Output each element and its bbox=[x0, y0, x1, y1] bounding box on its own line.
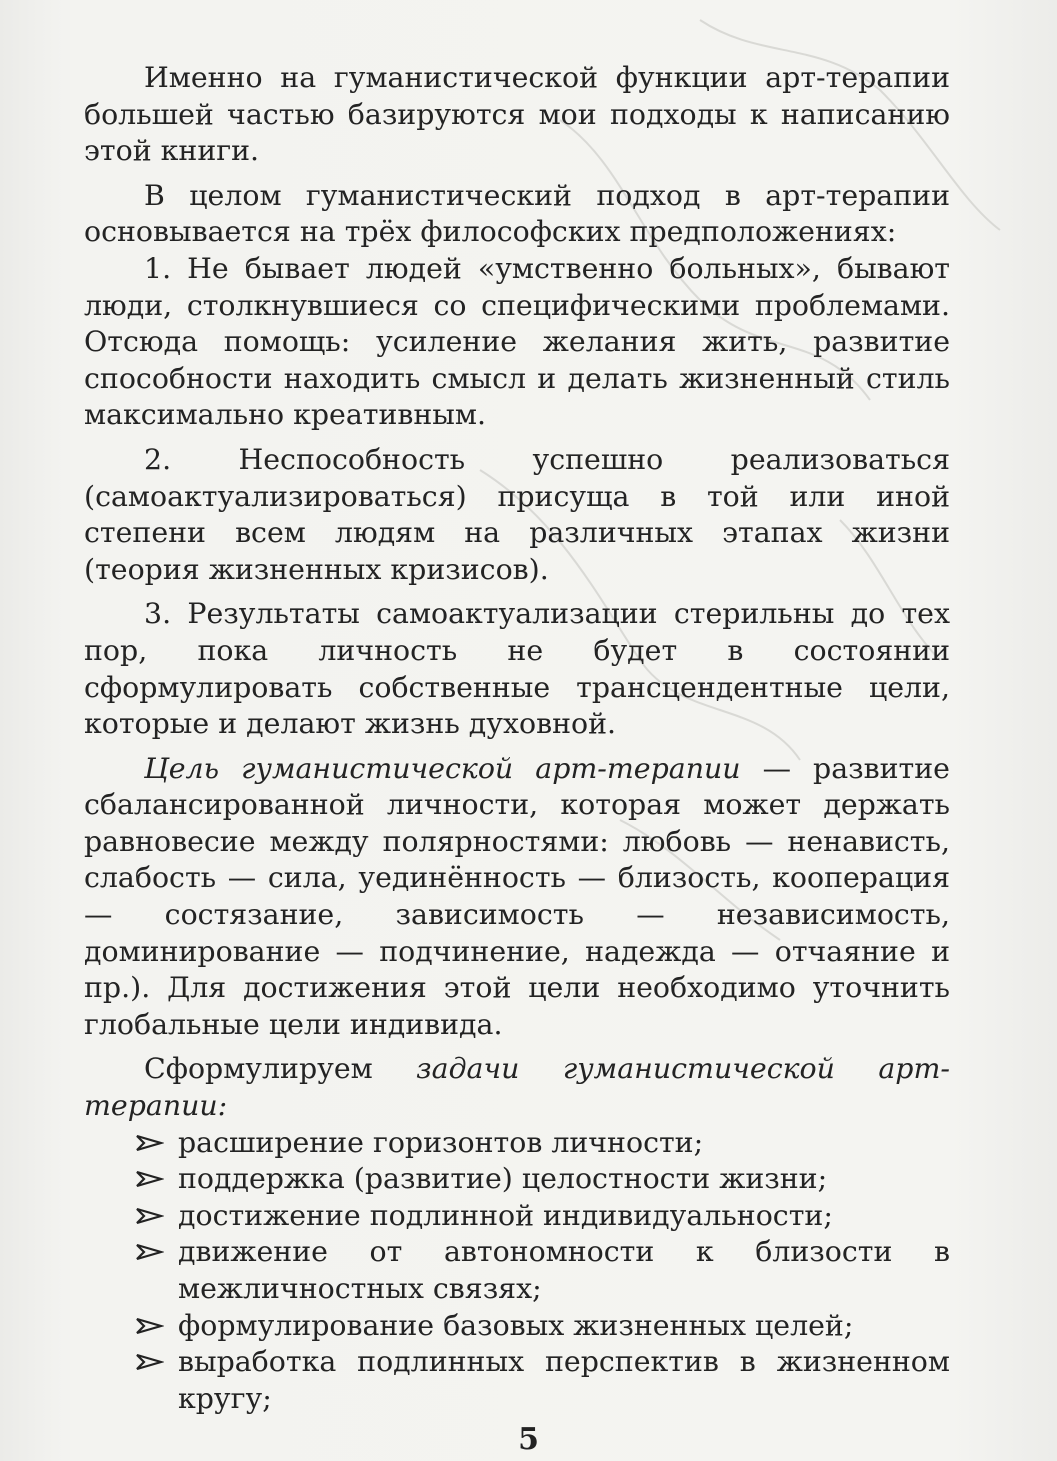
list-item bbox=[84, 1161, 950, 1198]
list-item bbox=[84, 1234, 950, 1307]
task-text: выработка подлинных перспектив в жизненном кругу; bbox=[178, 1345, 950, 1415]
goal-description: — развитие сбалансированной личности, которая может держать равновесие между полярностями: любовь — ненависть, слабость — сила, уединённость — близость, кооперация — состязание, зависимость — независимость, доминирование — подчинение, надежда — отчаяние и пр.). Для достижения этой цели необходимо уточнить глобальные цели индивида. bbox=[84, 751, 950, 1041]
numbered-item-3: 3. Результаты самоактуализации стерильны до тех пор, пока личность не будет в состоянии сформулировать собственные трансцендентные цели, которые и делают жизнь духовной. bbox=[84, 597, 950, 741]
paragraph-tasks-intro bbox=[84, 1051, 950, 1124]
paragraph-intro: Именно на гуманистической функции арт-терапии большей частью базируются мои подходы к написанию этой книги. bbox=[84, 61, 950, 168]
tasks-term: задачи гуманистической арт-терапии: bbox=[84, 1052, 950, 1123]
page-number: 5 bbox=[518, 1422, 539, 1457]
list-item bbox=[84, 1198, 950, 1235]
body-text bbox=[84, 60, 950, 1417]
tasks-intro-text: Сформулируем bbox=[144, 1052, 417, 1086]
arrow-bullet-icon bbox=[136, 1207, 164, 1225]
arrow-bullet-icon bbox=[136, 1134, 164, 1152]
list-item bbox=[84, 1125, 950, 1162]
arrow-bullet-icon bbox=[136, 1243, 164, 1261]
goal-term: Цель гуманистической арт-терапии bbox=[144, 751, 741, 785]
task-text: формулирование базовых жизненных целей; bbox=[178, 1308, 854, 1342]
numbered-item-1: 1. Не бывает людей «умственно больных», бывают люди, столкнувшиеся со специфическими проблемами. Отсюда помощь: усиление желания жить, развитие способности находить смысл и делать жизненный стиль максимально креативным. bbox=[84, 251, 950, 432]
list-item bbox=[84, 1308, 950, 1345]
task-text: поддержка (развитие) целостности жизни; bbox=[178, 1162, 828, 1196]
task-text: расширение горизонтов личности; bbox=[178, 1125, 704, 1159]
numbered-item-2: 2. Неспособность успешно реализоваться (самоактуализироваться) присуща в той или иной степени всем людям на различных этапах жизни (теория жизненных кризисов). bbox=[84, 442, 950, 586]
paragraph-goal bbox=[84, 751, 950, 1044]
task-text: достижение подлинной индивидуальности; bbox=[178, 1198, 833, 1232]
arrow-bullet-icon bbox=[136, 1317, 164, 1335]
arrow-bullet-icon bbox=[136, 1170, 164, 1188]
arrow-bullet-icon bbox=[136, 1353, 164, 1371]
tasks-list bbox=[84, 1125, 950, 1418]
paragraph-approach: В целом гуманистический подход в арт-терапии основывается на трёх философских предположениях: bbox=[84, 178, 950, 249]
task-text: движение от автономности к близости в межличностных связях; bbox=[178, 1235, 950, 1305]
list-item bbox=[84, 1344, 950, 1417]
